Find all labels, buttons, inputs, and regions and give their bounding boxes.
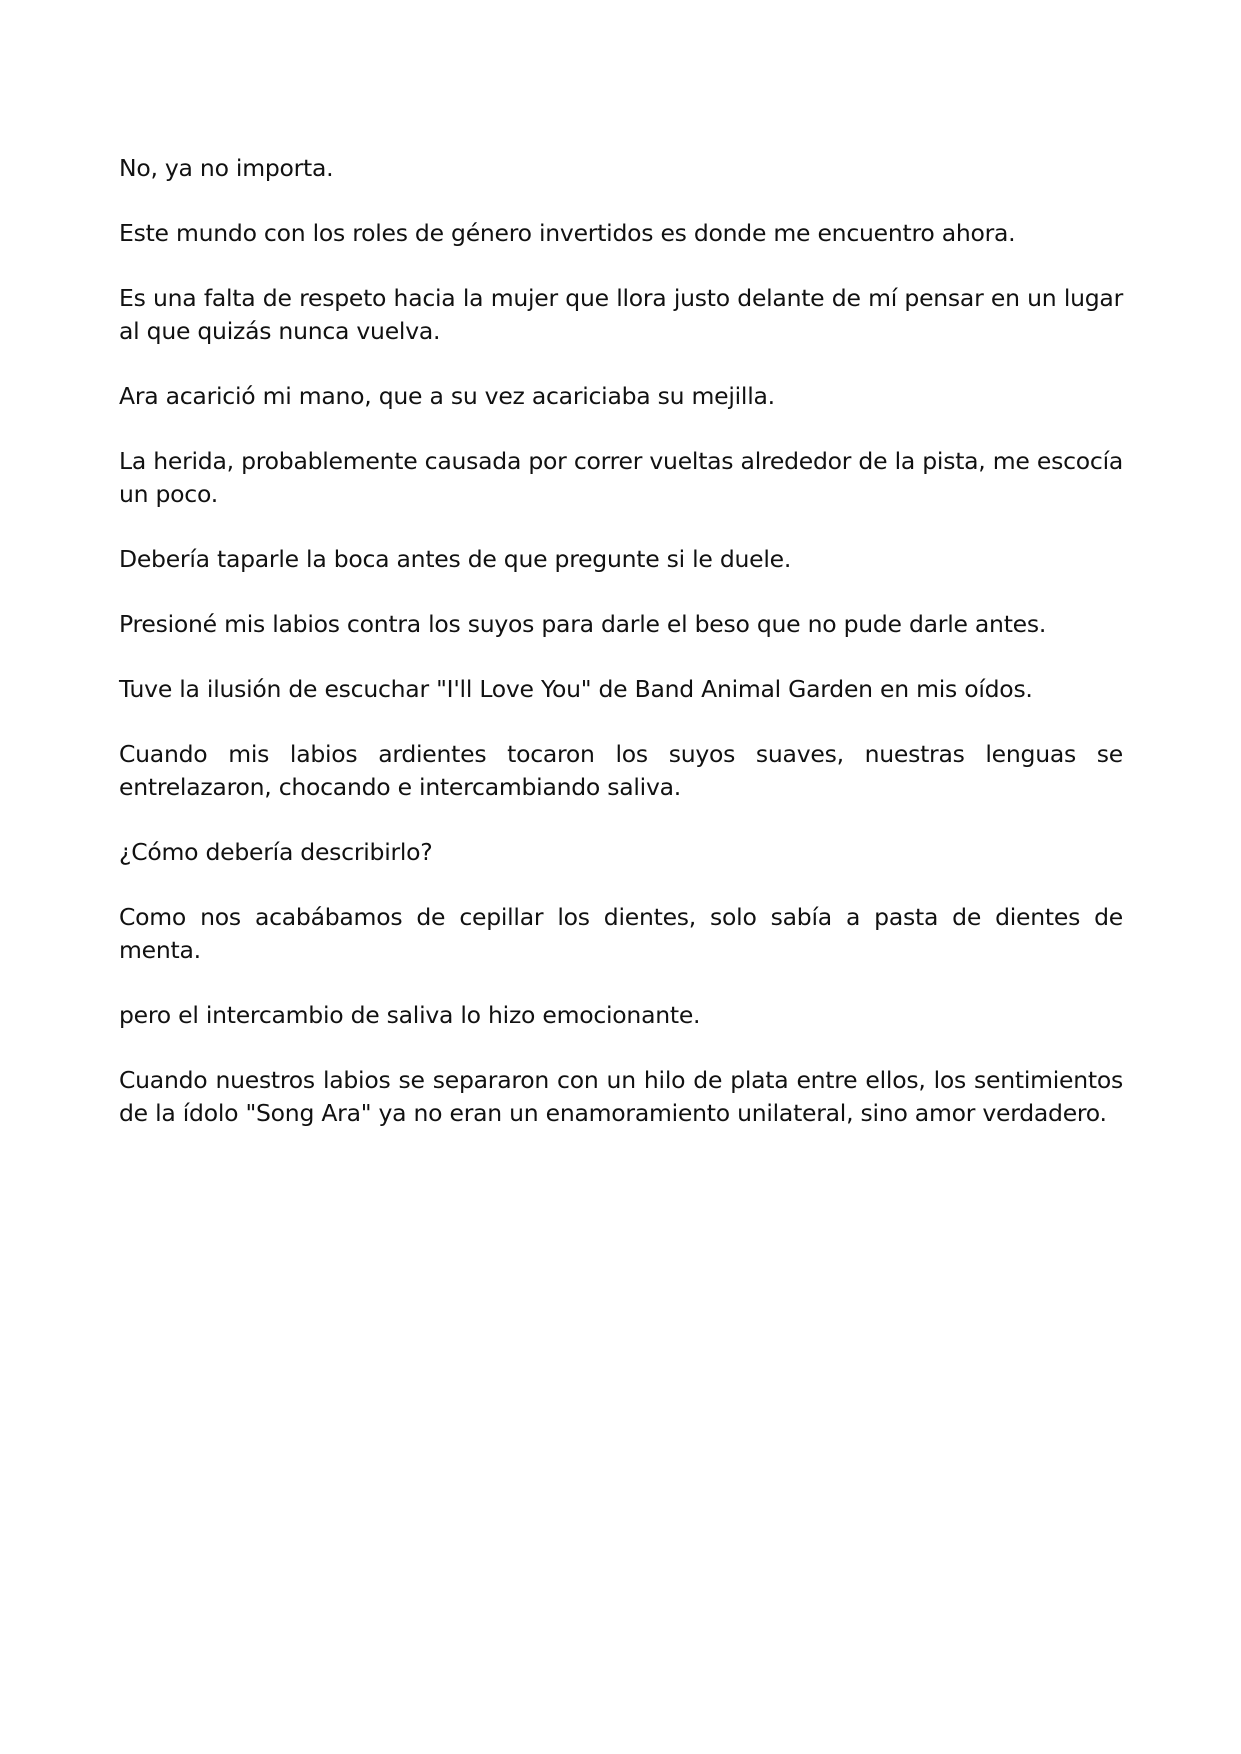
document-body <box>119 152 1123 1162</box>
paragraph: pero el intercambio de saliva lo hizo emocionante. <box>119 1001 701 1029</box>
paragraph: Cuando mis labios ardientes tocaron los suyos suaves, nuestras lenguas se entrelazaron, chocando e intercambiando saliva. <box>119 740 1123 801</box>
paragraph: Este mundo con los roles de género invertidos es donde me encuentro ahora. <box>119 219 1016 247</box>
paragraph: Tuve la ilusión de escuchar "I'll Love You" de Band Animal Garden en mis oídos. <box>119 675 1033 703</box>
paragraph: ¿Cómo debería describirlo? <box>119 838 433 866</box>
paragraph: Como nos acabábamos de cepillar los dientes, solo sabía a pasta de dientes de menta. <box>119 903 1123 964</box>
paragraph: No, ya no importa. <box>119 154 334 182</box>
paragraph: Cuando nuestros labios se separaron con un hilo de plata entre ellos, los sentimientos de la ídolo "Song Ara" ya no eran un enamoramiento unilateral, sino amor verdadero. <box>119 1066 1123 1127</box>
paragraph: La herida, probablemente causada por correr vueltas alrededor de la pista, me escocía un poco. <box>119 447 1123 508</box>
paragraph: Debería taparle la boca antes de que pregunte si le duele. <box>119 545 792 573</box>
paragraph: Ara acarició mi mano, que a su vez acariciaba su mejilla. <box>119 382 775 410</box>
paragraph: Es una falta de respeto hacia la mujer que llora justo delante de mí pensar en un lugar al que quizás nunca vuelva. <box>119 284 1123 345</box>
paragraph: Presioné mis labios contra los suyos para darle el beso que no pude darle antes. <box>119 610 1047 638</box>
